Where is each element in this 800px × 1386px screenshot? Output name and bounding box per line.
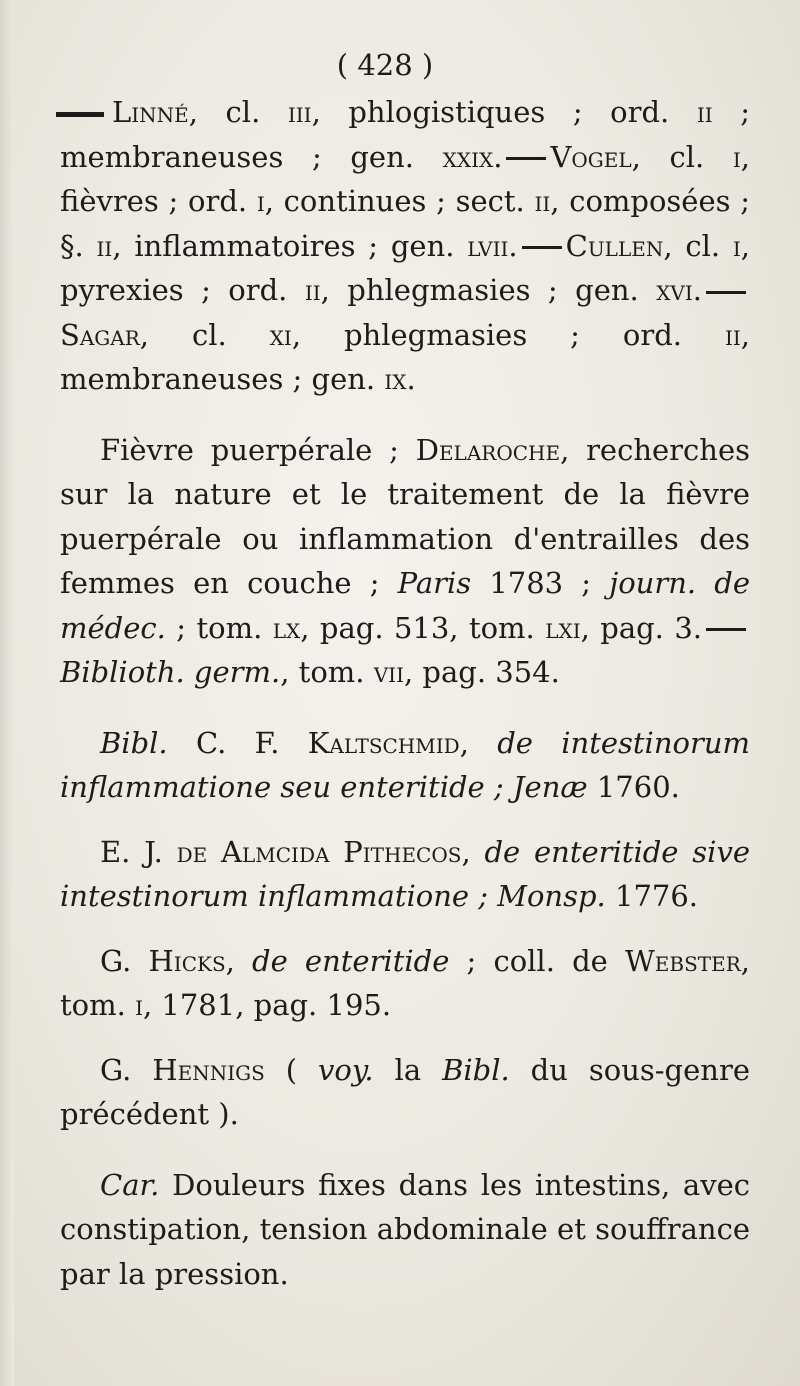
kaltschmid-entry: Bibl. C. F. Kaltschmid, de intestinorum inflammatione seu enteritide ; Jenæ 1760. [60,725,750,804]
characteristics-paragraph: Car. Douleurs fixes dans les intestins, avec constipation, tension abdominale et souffrance par la pression. [60,1167,750,1291]
author-sagar: Sagar [60,317,140,352]
hicks-entry: G. Hicks, de enteritide ; coll. de Webster, tom. i, 1781, pag. 195. [60,943,750,1022]
dash [506,157,546,160]
dash [706,291,746,294]
author-hennigs: Hennigs [152,1052,265,1087]
hennigs-entry: G. Hennigs ( voy. la Bibl. du sous-genre précédent ). [60,1052,750,1131]
author-linne: Linné [112,95,189,129]
pithecos-entry: E. J. de Almcida Pithecos, de enteritide sive intestinorum inflammatione ; Monsp. 1776. [60,834,750,913]
author-vogel: Vogel [550,139,632,174]
author-pithecos: de Almcida Pithecos [176,834,462,869]
leading-dash [56,112,104,117]
author-cullen: Cullen [565,228,664,263]
author-delaroche: Delaroche [415,432,561,467]
dash [706,628,746,631]
page-text [60,40,750,1296]
author-kaltschmid: Kaltschmid [307,725,460,760]
author-hicks: Hicks [148,943,226,978]
page-number: ( 428 ) [336,48,434,82]
dash [522,246,562,249]
author-webster: Webster [624,943,741,978]
nosology-paragraph: Linné, cl. iii, phlogistiques ; ord. ii ; membraneuses ; gen. xxix. Vogel, cl. i, fièvres ; ord. i, continues ; sect. ii, composées ; §. ii, inflammatoires ; gen. lvii. Cullen, cl. i, pyrexies ; ord. ii, phlegmasies ; gen. xvi.Sagar, cl. xi, phlegmasies ; ord. ii, membraneuses ; gen. ix. [60,90,750,402]
page-spine-shadow [0,0,14,1386]
puerperal-fever-paragraph: Fièvre puerpérale ; Delaroche, recherches sur la nature et le traitement de la fièvre puerpérale ou inflammation d'entrailles des femmes en couche ; Paris 1783 ; journ. de médec. ; tom. lx, pag. 513, tom. lxi, pag. 3.Biblioth. germ., tom. vii, pag. 354. [60,432,750,689]
